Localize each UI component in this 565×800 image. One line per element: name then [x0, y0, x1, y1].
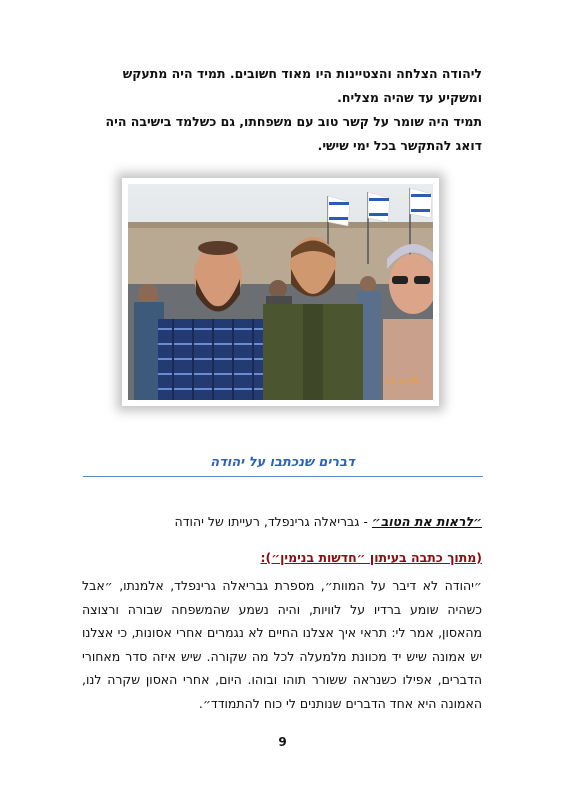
section-title: דברים שנכתבו על יהודה [210, 455, 355, 470]
quote-paragraph: ״יהודה לא דיבר על המוות״, מספרת גבריאלה גרינפלד, אלמנתו, ״אבל כשהיה שומע ברדיו על לוויות, והיה נשמע שהמשפחה שבורה ורצוצה מהאסון, אמר לי: תראי איך אצלנו החיים לא נגמרים אחרי אסונות, כי אצלנו יש אמונה שיש יד מכוונת מלמעלה לכל מה שקורה. שיש איזה סדר מאחורי הדברים, אפילו כשנראה ששורר תוהו ובוהו. היום, אחרי האסון שקרה לנו, האמונה היא אחד הדברים שנותנים לי כוח להתמודד״. [82, 578, 482, 711]
article-heading [82, 514, 482, 529]
page-number: 9 [278, 735, 287, 749]
intro-text [82, 62, 482, 158]
intro-paragraph-1: ליהודה הצלחה והצטיינות היו מאוד חשובים. תמיד היה מתעקש ומשקיע עד שהיה מצליח. [122, 66, 482, 105]
photo-date-stamp: 15 4'99 [385, 377, 419, 386]
family-photo [128, 184, 433, 400]
article-quote [82, 574, 482, 715]
article-title: ״לראות את הטוב״ [371, 514, 482, 529]
section-divider [83, 476, 483, 477]
photo-frame [122, 178, 439, 406]
article-source: (מתוך כתבה בעיתון ״חדשות בנימין״): [260, 550, 482, 565]
intro-paragraph-2: תמיד היה שומר על קשר טוב עם משפחתו, גם כשלמד בישיבה היה דואג להתקשר בכל ימי שישי. [105, 114, 482, 153]
article-byline: - גבריאלה גרינפלד, רעייתו של יהודה [174, 514, 372, 529]
